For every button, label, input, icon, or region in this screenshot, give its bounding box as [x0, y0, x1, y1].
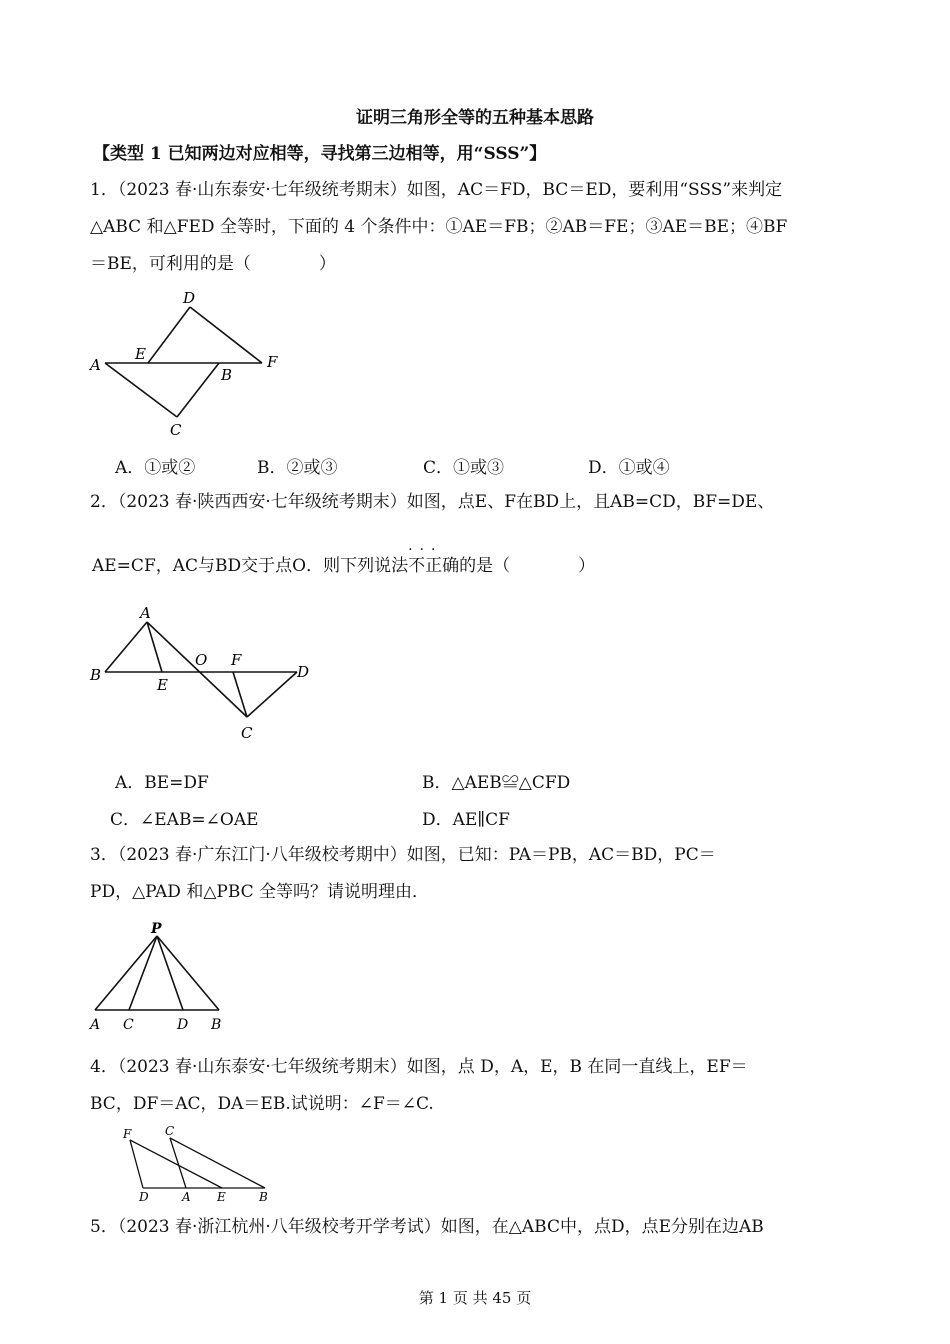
q2-line2-pre: AE=CF，AC与BD交于点O．则下列说法 — [92, 556, 409, 576]
q4-label-a: A — [182, 1190, 191, 1204]
q4-label-b: B — [259, 1190, 268, 1204]
q1-line1: 1．（2023 春·山东泰安·七年级统考期末）如图，AC＝FD，BC＝ED，要利用“SSS”来判定 — [90, 180, 783, 200]
q4-label-e: E — [217, 1190, 226, 1204]
q2-label-f: F — [231, 651, 242, 669]
q2-line2-post: 的是（ ） — [459, 556, 596, 576]
q2-emphasis — [408, 542, 460, 576]
q2-label-a: A — [140, 604, 151, 622]
q3-label-b: B — [211, 1017, 222, 1033]
q3-line2: PD，△PAD 和△PBC 全等吗？请说明理由． — [90, 882, 430, 902]
q4-figure — [115, 1122, 275, 1206]
q3-label-c: C — [123, 1017, 134, 1033]
q2-figure — [85, 600, 320, 745]
q1-label-d: D — [183, 289, 196, 307]
q4-line2: BC，DF＝AC，DA＝EB.试说明：∠F＝∠C. — [90, 1094, 434, 1114]
type1-heading: 【类型 1 已知两边对应相等，寻找第三边相等，用“SSS”】 — [93, 144, 547, 164]
q1-option-d[interactable]: D．①或④ — [588, 458, 670, 478]
q1-label-b: B — [221, 366, 233, 384]
q2-label-o: O — [195, 651, 208, 669]
q4-label-d: D — [139, 1190, 149, 1204]
q2-option-a[interactable]: A．BE=DF — [115, 773, 209, 793]
q3-line1: 3．（2023 春·广东江门·八年级校考期中）如图，已知：PA＝PB，AC＝BD，PC＝ — [90, 845, 716, 865]
q2-emphasis-text: 不正确 — [408, 556, 460, 576]
q1-line2: △ABC 和△FED 全等时，下面的 4 个条件中：①AE＝FB；②AB＝FE；③AE＝BE；④BF — [90, 217, 788, 237]
q3-label-p: P — [151, 921, 162, 937]
q2-emphasis-dots: ··· — [408, 542, 443, 558]
q2-option-c[interactable]: C．∠EAB=∠OAE — [110, 810, 259, 830]
q2-label-b: B — [90, 666, 102, 684]
q4-label-f: F — [123, 1127, 132, 1141]
q2-line1: 2．（2023 春·陕西西安·七年级统考期末）如图，点E、F在BD上，且AB=CD，BF=DE、 — [90, 492, 775, 512]
q3-label-d: D — [177, 1017, 189, 1033]
q1-label-f: F — [267, 353, 278, 371]
q2-label-d: D — [297, 663, 310, 681]
q2-line2 — [92, 542, 596, 578]
q2-option-b[interactable]: B．△AEB≌△CFD — [422, 773, 571, 793]
page-footer: 第 1 页 共 45 页 — [418, 1289, 532, 1307]
q3-figure — [85, 918, 235, 1036]
q1-label-a: A — [90, 356, 101, 374]
page-title: 证明三角形全等的五种基本思路 — [356, 108, 594, 128]
q4-line1: 4．（2023 春·山东泰安·七年级统考期末）如图，点 D，A，E，B 在同一直线上，EF＝ — [90, 1057, 748, 1077]
q1-label-e: E — [135, 345, 146, 363]
q1-figure — [85, 285, 295, 440]
q2-option-d[interactable]: D．AE∥CF — [422, 810, 510, 830]
q1-label-c: C — [170, 421, 182, 439]
q4-label-c: C — [165, 1124, 175, 1138]
q2-label-c: C — [241, 724, 253, 742]
q3-label-a: A — [90, 1017, 101, 1033]
q1-option-a[interactable]: A．①或② — [115, 458, 196, 478]
q1-option-b[interactable]: B．②或③ — [257, 458, 338, 478]
q1-line3: ＝BE，可利用的是（ ） — [90, 254, 336, 274]
q2-label-e: E — [157, 676, 168, 694]
q1-option-c[interactable]: C．①或③ — [423, 458, 505, 478]
q5-line1: 5．（2023 春·浙江杭州·八年级校考开学考试）如图，在△ABC中，点D，点E分别在边AB — [90, 1217, 764, 1237]
